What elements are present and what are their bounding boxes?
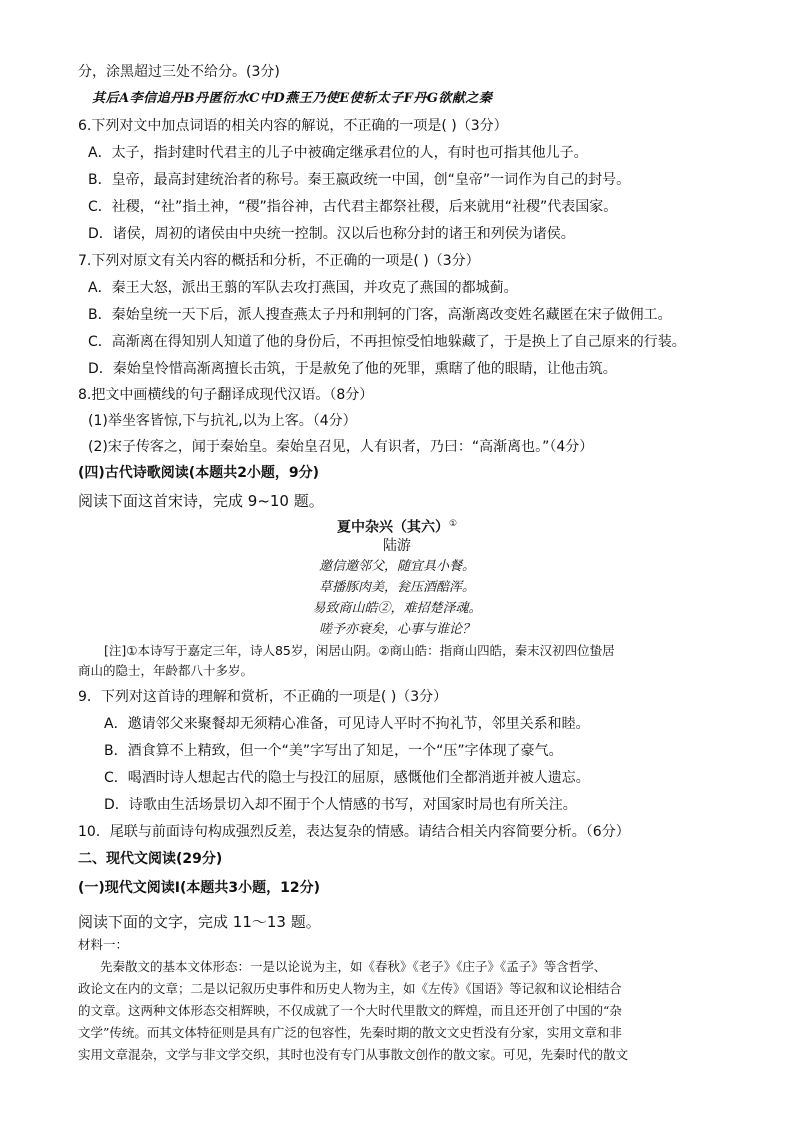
poem-note-mark: ① <box>448 519 458 529</box>
poem-note-2: 商山的隐士，年龄都八十多岁。 <box>78 663 254 678</box>
poem-note-1: [注]①本诗写于嘉定三年，诗人85岁，闲居山阴。②商山皓：指商山四皓，秦末汉初四位蛰居 <box>104 643 615 658</box>
q6-option-b: B．皇帝，最高封建统治者的称号。秦王嬴政统一中国，创“皇帝”一词作为自己的封号。 <box>88 172 631 188</box>
material1-line: 政论文在内的文章；二是以记叙历史事件和历史人物为主，如《左传》《国语》等记叙和议论相结合 <box>78 981 622 996</box>
poem-author: 陆游 <box>383 538 411 554</box>
section-mod1-instruction: 阅读下面的文字，完成 11～13 题。 <box>78 913 321 931</box>
section-mod1-title: (一)现代文阅读Ⅰ(本题共3小题，12分) <box>78 880 321 896</box>
q6-option-d: D．诸侯，周初的诸侯由中央统一控制。汉以后也称分封的诸王和列侯为诸侯。 <box>88 226 575 242</box>
q6-option-a: A．太子，指封建时代君主的儿子中被确定继承君位的人，有时也可指其他儿子。 <box>88 145 588 161</box>
part2-title: 二、现代文阅读(29分) <box>78 851 223 867</box>
intro-tail: 分，涂黑超过三处不给分。(3分) <box>78 64 280 80</box>
q10-stem: 10．尾联与前面诗句构成强烈反差，表达复杂的情感。请结合相关内容简要分析。（6分） <box>78 824 630 840</box>
q6-option-c: C．社稷，“社”指土神，“稷”指谷神，古代君主都祭社稷，后来就用“社稷”代表国家。 <box>88 199 618 215</box>
q9-stem: 9．下列对这首诗的理解和赏析，不正确的一项是( )（3分） <box>78 689 448 705</box>
q7-option-d: D．秦始皇怜惜高渐离擅长击筑，于是赦免了他的死罪，熏瞎了他的眼睛，让他击筑。 <box>88 361 617 377</box>
material1-line: 实用文章混杂，文学与非文学交织，其时也没有专门从事散文创作的散文家。可见，先秦时代的散文 <box>78 1047 629 1062</box>
poem-line-3: 易致商山皓②，难招楚泽魂。 <box>312 601 482 616</box>
poem-line-1: 邀信邀邻父，随宜具小餐。 <box>318 559 475 574</box>
q6-stem: 6.下列对文中加点词语的相关内容的解说，不正确的一项是( )（3分） <box>78 118 508 134</box>
section4-instruction: 阅读下面这首宋诗，完成 9~10 题。 <box>78 492 324 510</box>
section4-title: (四)古代诗歌阅读(本题共2小题，9分) <box>78 465 320 481</box>
q7-option-b: B．秦始皇统一天下后，派人搜查燕太子丹和荆轲的门客，高渐离改变姓名藏匿在宋子做佣工。 <box>88 307 672 323</box>
q9-option-c: C．喝酒时诗人想起古代的隐士与投江的屈原，感慨他们全都消逝并被人遗忘。 <box>104 770 590 786</box>
q9-option-d: D．诗歌由生活场景切入却不囿于个人情感的书写，对国家时局也有所关注。 <box>104 797 577 813</box>
q9-option-a: A．邀请邻父来聚餐却无须精心准备，可见诗人平时不拘礼节，邻里关系和睦。 <box>104 716 590 732</box>
poem-title-line <box>0 514 794 538</box>
poem-title: 夏中杂兴（其六） <box>336 519 449 536</box>
q7-stem: 7.下列对原文有关内容的概括和分析，不正确的一项是( )（3分） <box>78 253 480 269</box>
poem-line-2: 草播豚肉美，瓮压酒醅浑。 <box>318 580 475 595</box>
q8-item-1: (1)举坐客皆惊,下与抗礼,以为上客。（4分） <box>88 413 357 429</box>
material1-line: 先秦散文的基本文体形态：一是以论说为主，如《春秋》《老子》《庄子》《孟子》等含哲学、 <box>100 959 607 974</box>
q9-option-b: B．酒食算不上精致，但一个“美”字写出了知足，一个“压”字体现了豪气。 <box>104 743 563 759</box>
material1-label: 材料一： <box>78 937 129 952</box>
q8-stem: 8.把文中画横线的句子翻译成现代汉语。（8分） <box>78 387 374 403</box>
q7-option-c: C．高渐离在得知别人知道了他的身份后，不再担惊受怕地躲藏了，于是换上了自己原来的行装。 <box>88 334 686 350</box>
q7-option-a: A．秦王大怒，派出王翦的军队去攻打燕国，并攻克了燕国的都城蓟。 <box>88 280 518 296</box>
handwritten-answer: 其后A李信追丹B丹匿衍水C中D燕王乃使E使斩太子F丹G欲献之秦 <box>92 91 493 106</box>
q8-item-2: (2)宋子传客之，闻于秦始皇。秦始皇召见，人有识者，乃曰：“高渐离也。”（4分） <box>88 439 594 455</box>
poem-line-4: 嗟予亦衰矣，心事与谁论？ <box>318 622 475 637</box>
material1-line: 文学”传统。而其文体特征则是具有广泛的包容性，先秦时期的散文文史哲没有分家，实用文章和非 <box>78 1025 622 1040</box>
material1-line: 的文章。这两种文体形态交相辉映，不仅成就了一个大时代里散文的辉煌，而且还开创了中国的“杂 <box>78 1003 622 1018</box>
